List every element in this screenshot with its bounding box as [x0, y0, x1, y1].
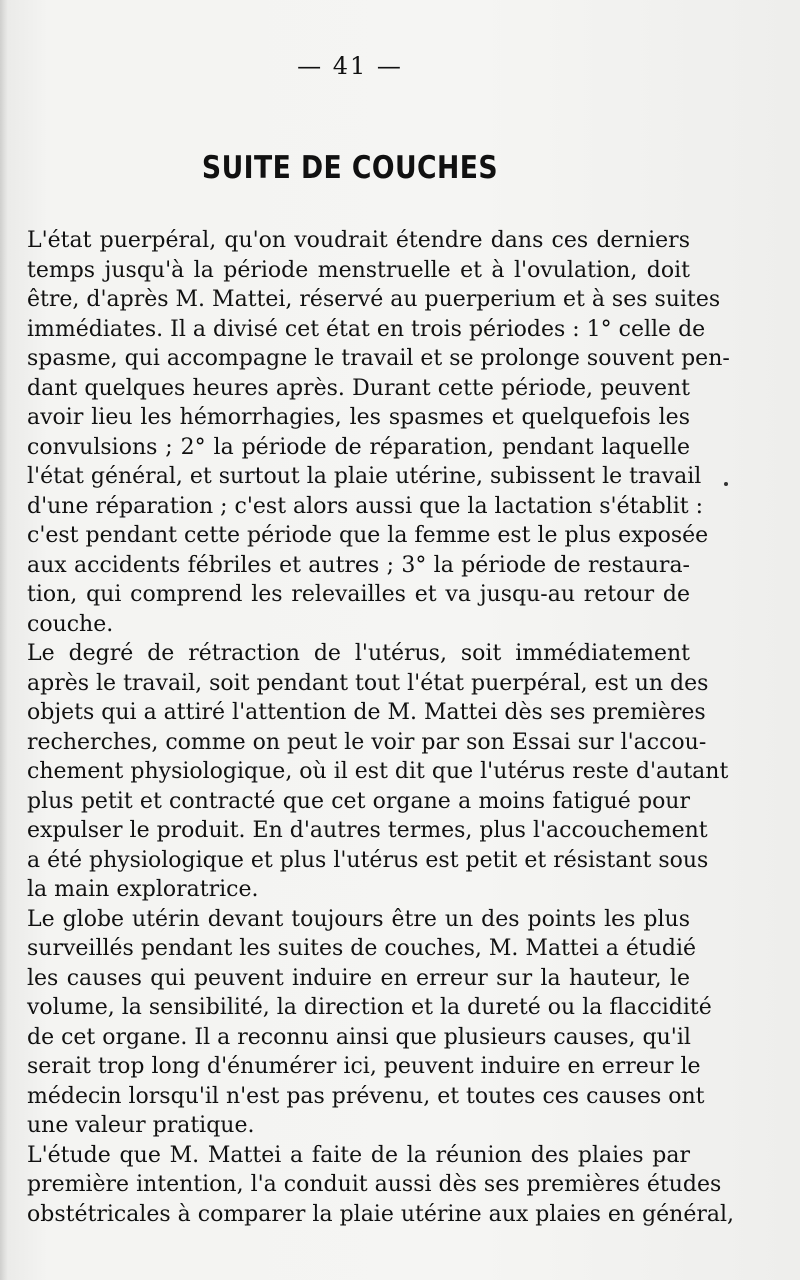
text-line: médecin lorsqu'il n'est pas prévenu, et toutes ces causes ont	[27, 1083, 705, 1109]
text-line: spasme, qui accompagne le travail et se prolonge souvent pen-	[27, 346, 730, 371]
page-binding-edge	[0, 0, 8, 1280]
text-line: être, d'après M. Mattei, réservé au puerperium et à ses suites	[27, 287, 721, 312]
text-line: recherches, comme on peut le voir par son Essai sur l'accou-	[27, 729, 707, 755]
text-line: dant quelques heures après. Durant cette période, peuvent	[27, 375, 690, 401]
paragraph-retraction-uterus	[27, 639, 729, 905]
text-line: couche.	[27, 611, 114, 637]
text-line: après le travail, soit pendant tout l'état puerpéral, est un des	[27, 670, 709, 696]
text-line: chement physiologique, où il est dit que l'utérus reste d'autant	[27, 759, 729, 784]
text-line: l'état général, et surtout la plaie utérine, subissent le travail	[27, 464, 702, 489]
text-line: L'étude que M. Mattei a faite de la réunion des plaies par	[27, 1142, 690, 1168]
text-line: L'état puerpéral, qu'on voudrait étendre dans ces derniers	[27, 228, 690, 253]
text-line: de cet organe. Il a reconnu ainsi que plusieurs causes, qu'il	[27, 1024, 691, 1050]
text-line: avoir lieu les hémorrhagies, les spasmes et quelquefois les	[27, 405, 690, 430]
paragraph-globe-uterin	[27, 905, 712, 1141]
text-line: aux accidents fébriles et autres ; 3° la période de restaura-	[27, 552, 690, 578]
text-line: serait trop long d'énumérer ici, peuvent induire en erreur le	[27, 1054, 701, 1079]
page-number: — 41 —	[297, 52, 403, 80]
ink-speck	[724, 482, 728, 486]
text-line: surveillés pendant les suites de couches, M. Mattei a étudié	[27, 936, 697, 961]
text-line: c'est pendant cette période que la femme est le plus exposée	[27, 523, 709, 548]
paragraph-reunion-plaies	[27, 1141, 735, 1230]
section-heading: SUITE DE COUCHES	[201, 150, 499, 186]
text-line: tion, qui comprend les relevailles et va jusqu-au retour de	[27, 582, 690, 607]
text-line: a été physiologique et plus l'utérus est petit et résistant sous	[27, 847, 709, 873]
text-line: expulser le produit. En d'autres termes, plus l'accouchement	[27, 818, 708, 843]
text-line: Le globe utérin devant toujours être un des points les plus	[27, 906, 690, 932]
text-line: volume, la sensibilité, la direction et la dureté ou la flaccidité	[27, 995, 712, 1020]
paragraph-etat-puerperal	[27, 226, 730, 639]
text-line: obstétricales à comparer la plaie utérine aux plaies en général,	[27, 1201, 735, 1227]
text-line: une valeur pratique.	[27, 1113, 255, 1138]
text-line: plus petit et contracté que cet organe a moins fatigué pour	[27, 788, 690, 814]
text-line: temps jusqu'à la période menstruelle et à l'ovulation, doit	[27, 257, 690, 283]
text-line: objets qui a attiré l'attention de M. Mattei dès ses premières	[27, 700, 706, 725]
text-line: la main exploratrice.	[27, 877, 259, 902]
text-line: Le degré de rétraction de l'utérus, soit immédiatement	[27, 641, 690, 666]
text-line: d'une réparation ; c'est alors aussi que la lactation s'établit :	[27, 493, 703, 519]
text-line: convulsions ; 2° la période de réparation, pendant laquelle	[27, 434, 690, 460]
text-line: première intention, l'a conduit aussi dès ses premières études	[27, 1172, 722, 1197]
text-line: immédiates. Il a divisé cet état en trois périodes : 1° celle de	[27, 316, 706, 342]
body-text	[27, 226, 735, 1229]
text-line: les causes qui peuvent induire en erreur sur la hauteur, le	[27, 965, 690, 991]
